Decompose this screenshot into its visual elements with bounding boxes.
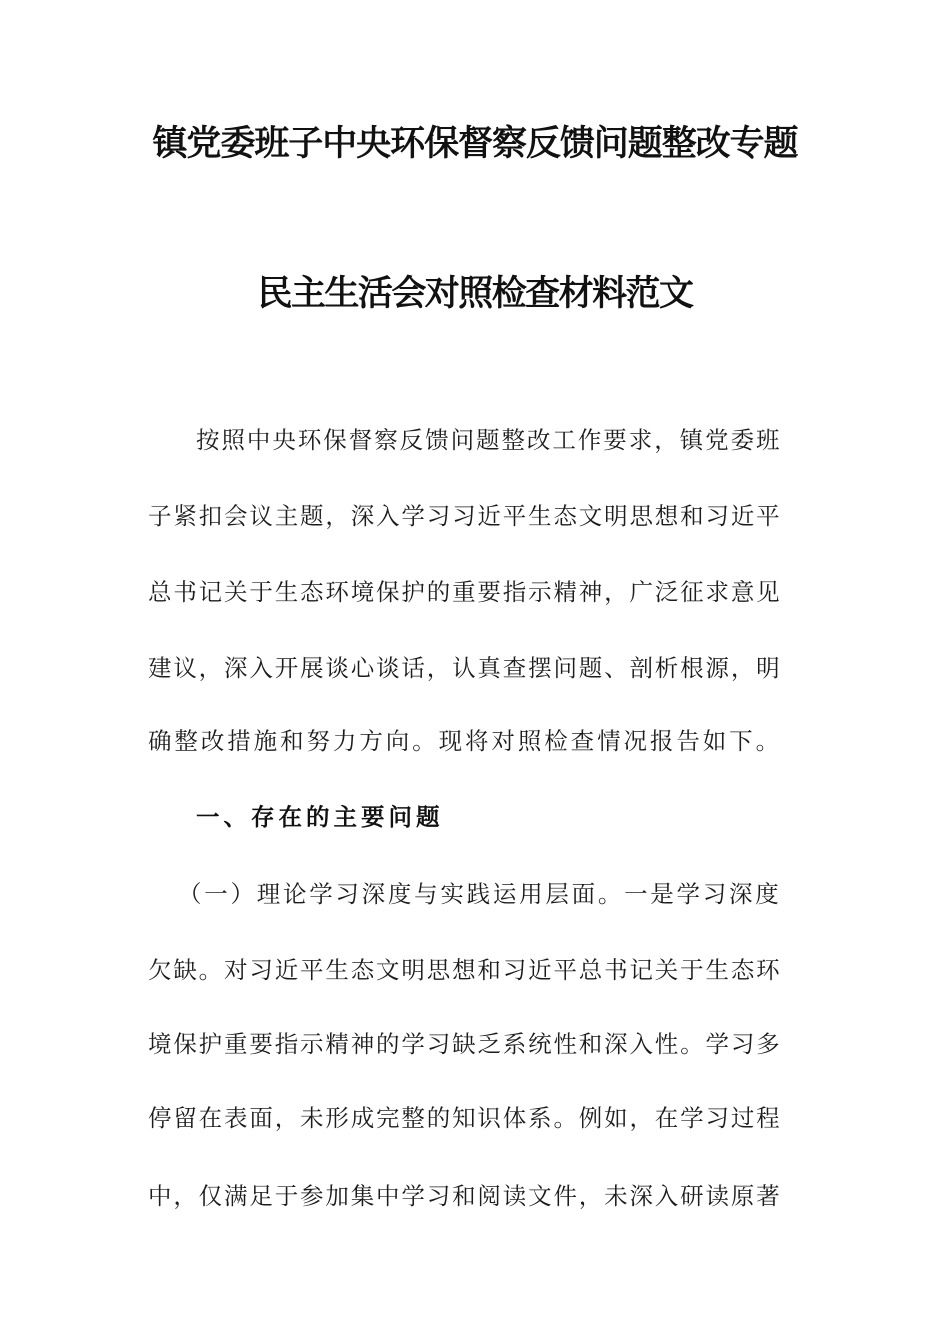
section-paragraph-line: 中，仅满足于参加集中学习和阅读文件，未深入研读原著 xyxy=(148,1182,782,1210)
section-paragraph-line: （一）理论学习深度与实践运用层面。一是学习深度 xyxy=(178,880,782,908)
section-paragraph-line: 欠缺。对习近平生态文明思想和习近平总书记关于生态环 xyxy=(148,956,782,984)
intro-paragraph-line: 建议，深入开展谈心谈话，认真查摆问题、剖析根源，明 xyxy=(148,654,782,682)
intro-paragraph-line: 总书记关于生态环境保护的重要指示精神，广泛征求意见 xyxy=(148,578,782,606)
intro-paragraph-line: 子紧扣会议主题，深入学习习近平生态文明思想和习近平 xyxy=(148,502,782,530)
intro-paragraph-line: 按照中央环保督察反馈问题整改工作要求，镇党委班 xyxy=(196,426,782,454)
section-heading: 一、存在的主要问题 xyxy=(196,803,444,831)
document-title-line-2: 民主生活会对照检查材料范文 xyxy=(257,274,693,314)
section-paragraph-line: 停留在表面，未形成完整的知识体系。例如，在学习过程 xyxy=(148,1104,782,1132)
intro-paragraph-line: 确整改措施和努力方向。现将对照检查情况报告如下。 xyxy=(148,727,782,755)
document-title-line-1: 镇党委班子中央环保督察反馈问题整改专题 xyxy=(152,124,798,164)
section-paragraph-line: 境保护重要指示精神的学习缺乏系统性和深入性。学习多 xyxy=(148,1030,782,1058)
